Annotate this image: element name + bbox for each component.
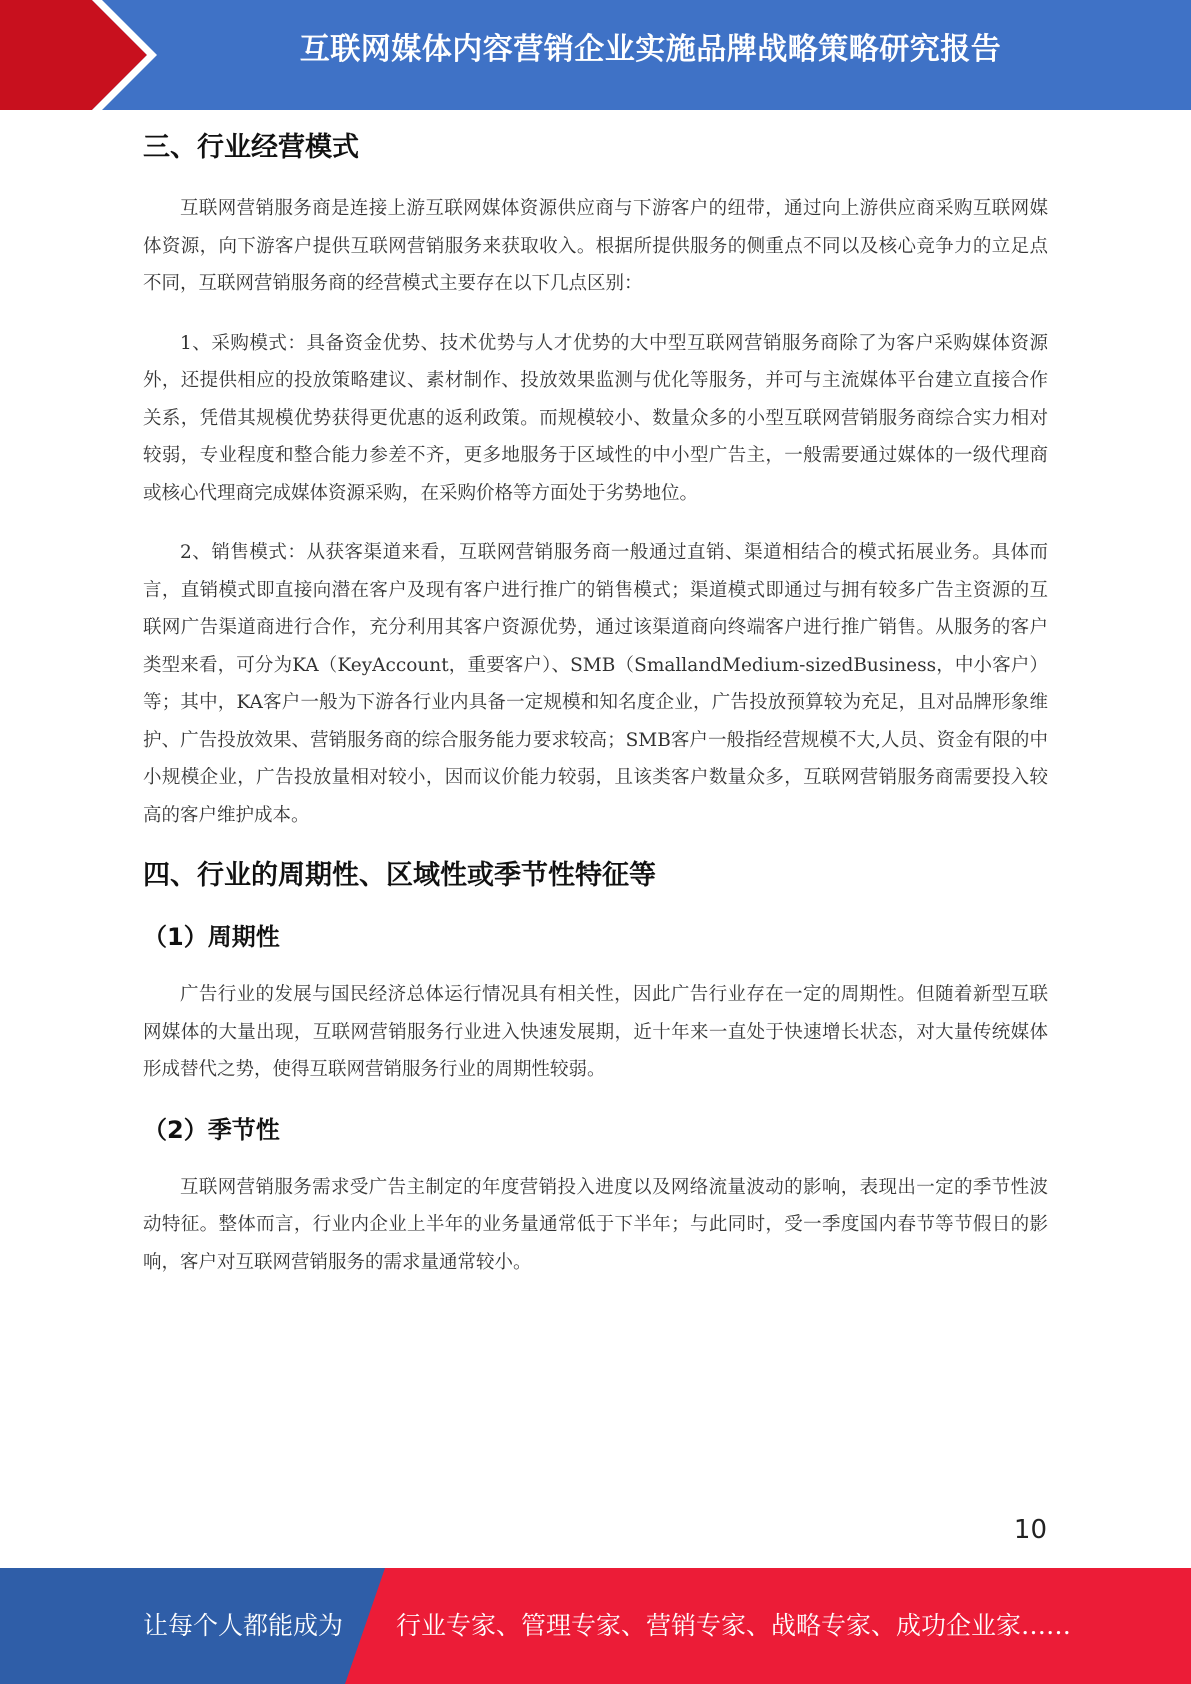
paragraph-procurement-model: 1、采购模式：具备资金优势、技术优势与人才优势的大中型互联网营销服务商除了为客户采购媒体资源外，还提供相应的投放策略建议、素材制作、投放效果监测与优化等服务，并可与主流媒体平台建立直接合作关系，凭借其规模优势获得更优惠的返利政策。而规模较小、数量众多的小型互联网营销服务商综合实力相对较弱，专业程度和整合能力参差不齐，更多地服务于区域性的中小型广告主，一般需要通过媒体的一级代理商或核心代理商完成媒体资源采购，在采购价格等方面处于劣势地位。 [143,332,1048,504]
section-heading-business-model: 三、行业经营模式 [143,132,359,163]
section-heading-cyclical-features: 四、行业的周期性、区域性或季节性特征等 [143,860,656,891]
footer-banner [0,1568,1191,1684]
report-title: 互联网媒体内容营销企业实施品牌战略策略研究报告 [299,32,1002,67]
header-banner [0,0,1191,110]
paragraph-cyclicality: 广告行业的发展与国民经济总体运行情况具有相关性，因此广告行业存在一定的周期性。但随着新型互联网媒体的大量出现，互联网营销服务行业进入快速发展期，近十年来一直处于快速增长状态，对大量传统媒体形成替代之势，使得互联网营销服务行业的周期性较弱。 [143,984,1048,1080]
subheading-cyclicality: （1）周期性 [143,923,280,951]
footer-slogan-right: 行业专家、管理专家、营销专家、战略专家、成功企业家…… [396,1611,1072,1640]
page-number: 10 [1013,1515,1047,1545]
subheading-seasonality: （2）季节性 [143,1115,280,1144]
footer-slogan-left: 让每个人都能成为 [143,1611,344,1640]
header-arrow-decoration [0,0,160,110]
header-red-arrow [0,0,147,110]
paragraph-seasonality: 互联网营销服务需求受广告主制定的年度营销投入进度以及网络流量波动的影响，表现出一定的季节性波动特征。整体而言，行业内企业上半年的业务量通常低于下半年；与此同时，受一季度国内春节等节假日的影响，客户对互联网营销服务的需求量通常较小。 [143,1176,1048,1273]
main-content [143,128,1048,1303]
paragraph-sales-model: 2、销售模式：从获客渠道来看，互联网营销服务商一般通过直销、渠道相结合的模式拓展业务。具体而言，直销模式即直接向潜在客户及现有客户进行推广的销售模式；渠道模式即通过与拥有较多广告主资源的互联网广告渠道商进行合作，充分利用其客户资源优势，通过该渠道商向终端客户进行推广销售。从服务的客户类型来看，可分为KA（KeyAccount，重要客户）、SMB（SmallandMedium-sizedBusiness，中小客户）等；其中，KA客户一般为下游各行业内具备一定规模和知名度企业，广告投放预算较为充足，且对品牌形象维护、广告投放效果、营销服务商的综合服务能力要求较高；SMB客户一般指经营规模不大,人员、资金有限的中小规模企业，广告投放量相对较小，因而议价能力较弱，且该类客户数量众多，互联网营销服务商需要投入较高的客户维护成本。 [143,542,1048,826]
paragraph-business-model-intro: 互联网营销服务商是连接上游互联网媒体资源供应商与下游客户的纽带，通过向上游供应商采购互联网媒体资源，向下游客户提供互联网营销服务来获取收入。根据所提供服务的侧重点不同以及核心竞争力的立足点不同，互联网营销服务商的经营模式主要存在以下几点区别： [143,198,1048,294]
